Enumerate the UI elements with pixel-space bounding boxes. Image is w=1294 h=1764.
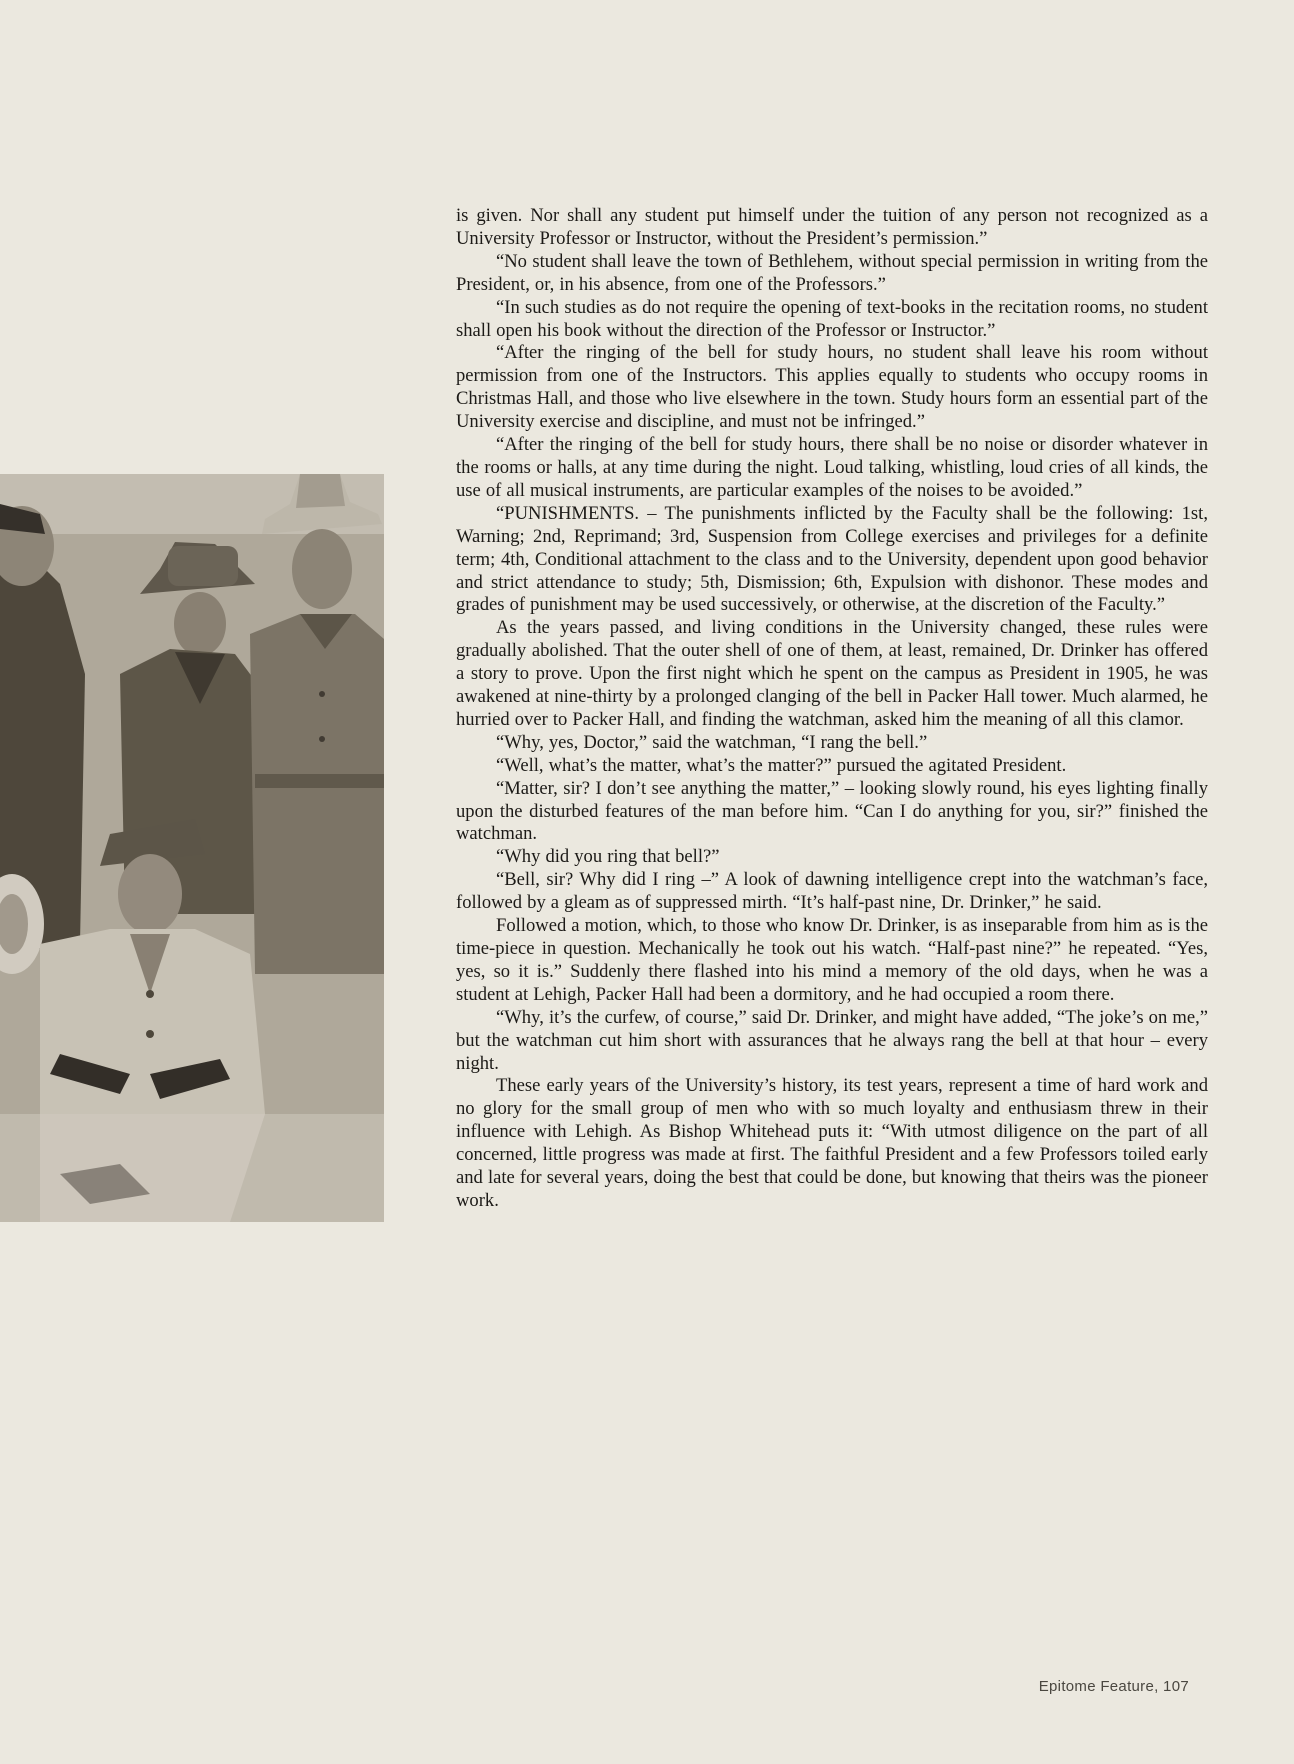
paragraph: “Well, what’s the matter, what’s the matter?” pursued the agitated President.	[496, 754, 1067, 776]
historic-group-photo	[0, 474, 384, 1222]
paragraph: is given. Nor shall any student put himself under the tuition of any person not recognized as a University Professor or Instructor, without the President’s permission.”	[456, 205, 1208, 249]
paragraph: “After the ringing of the bell for study hours, there shall be no noise or disorder whatever in the rooms or halls, at any time during the night. Loud talking, whistling, loud cries of all kinds, the use of all musical instruments, are particular examples of the noises to be avoided.”	[456, 434, 1208, 501]
paragraph: “Why, it’s the curfew, of course,” said Dr. Drinker, and might have added, “The joke’s on me,” but the watchman cut him short with assurances that he always rang the bell at that hour – every night.	[456, 1006, 1208, 1074]
paragraph: As the years passed, and living conditions in the University changed, these rules were gradually abolished. That the outer shell of one of them, at least, remained, Dr. Drinker has offered a story to prove. Upon the first night which he spent on the campus as President in 1905, he was awakened at nine-thirty by a prolonged clanging of the bell in Packer Hall tower. Much alarmed, he hurried over to Packer Hall, and finding the watchman, asked him the meaning of all this clamor.	[456, 617, 1208, 730]
paragraph: “Why did you ring that bell?”	[496, 846, 720, 868]
paragraph: “PUNISHMENTS. – The punishments inflicted by the Faculty shall be the following: 1st, Warning; 2nd, Reprimand; 3rd, Suspension from College exercises and privileges for a definite term; 4th, Conditional attachment to the class and to the University, dependent upon good behavior and strict attendance to study; 5th, Dismission; 6th, Expulsion with dishonor. These modes and grades of punishment may be used successively, or otherwise, at the discretion of the Faculty.”	[456, 502, 1208, 616]
page-folio: Epitome Feature, 107	[1038, 1678, 1189, 1695]
article-body	[456, 205, 1208, 1213]
paragraph: Followed a motion, which, to those who know Dr. Drinker, is as inseparable from him as is the time-piece in question. Mechanically he took out his watch. “Half-past nine?” he repeated. “Yes, yes, so it is.” Suddenly there flashed into his mind a memory of the old days, when he was a student at Lehigh, Packer Hall had been a dormitory, and he had occupied a room there.	[456, 915, 1208, 1005]
paragraph: “After the ringing of the bell for study hours, no student shall leave his room without permission from one of the Instructors. This applies equally to students who occupy rooms in Christmas Hall, and those who live elsewhere in the town. Study hours form an essential part of the University exercise and discipline, and must not be infringed.”	[456, 342, 1208, 433]
paragraph: “Matter, sir? I don’t see anything the matter,” – looking slowly round, his eyes lighting finally upon the disturbed features of the man before him. “Can I do anything for you, sir?” finished the watchman.	[456, 777, 1208, 845]
paragraph: These early years of the University’s history, its test years, represent a time of hard work and no glory for the small group of men who with so much loyalty and enthusiasm threw in their influence with Lehigh. As Bishop Whitehead puts it: “With utmost diligence on the part of all concerned, little progress was made at first. The faithful President and a few Professors toiled early and late for several years, doing the best that could be done, but knowing that theirs was the pioneer work.	[456, 1075, 1208, 1211]
paragraph: “In such studies as do not require the opening of text-books in the recitation rooms, no student shall open his book without the direction of the Professor or Instructor.”	[456, 296, 1208, 341]
paragraph: “No student shall leave the town of Bethlehem, without special permission in writing from the President, or, in his absence, from one of the Professors.”	[456, 250, 1208, 295]
paragraph: “Bell, sir? Why did I ring –” A look of dawning intelligence crept into the watchman’s face, followed by a gleam as of suppressed mirth. “It’s half-past nine, Dr. Drinker,” he said.	[456, 869, 1208, 914]
paragraph: “Why, yes, Doctor,” said the watchman, “I rang the bell.”	[496, 731, 928, 753]
